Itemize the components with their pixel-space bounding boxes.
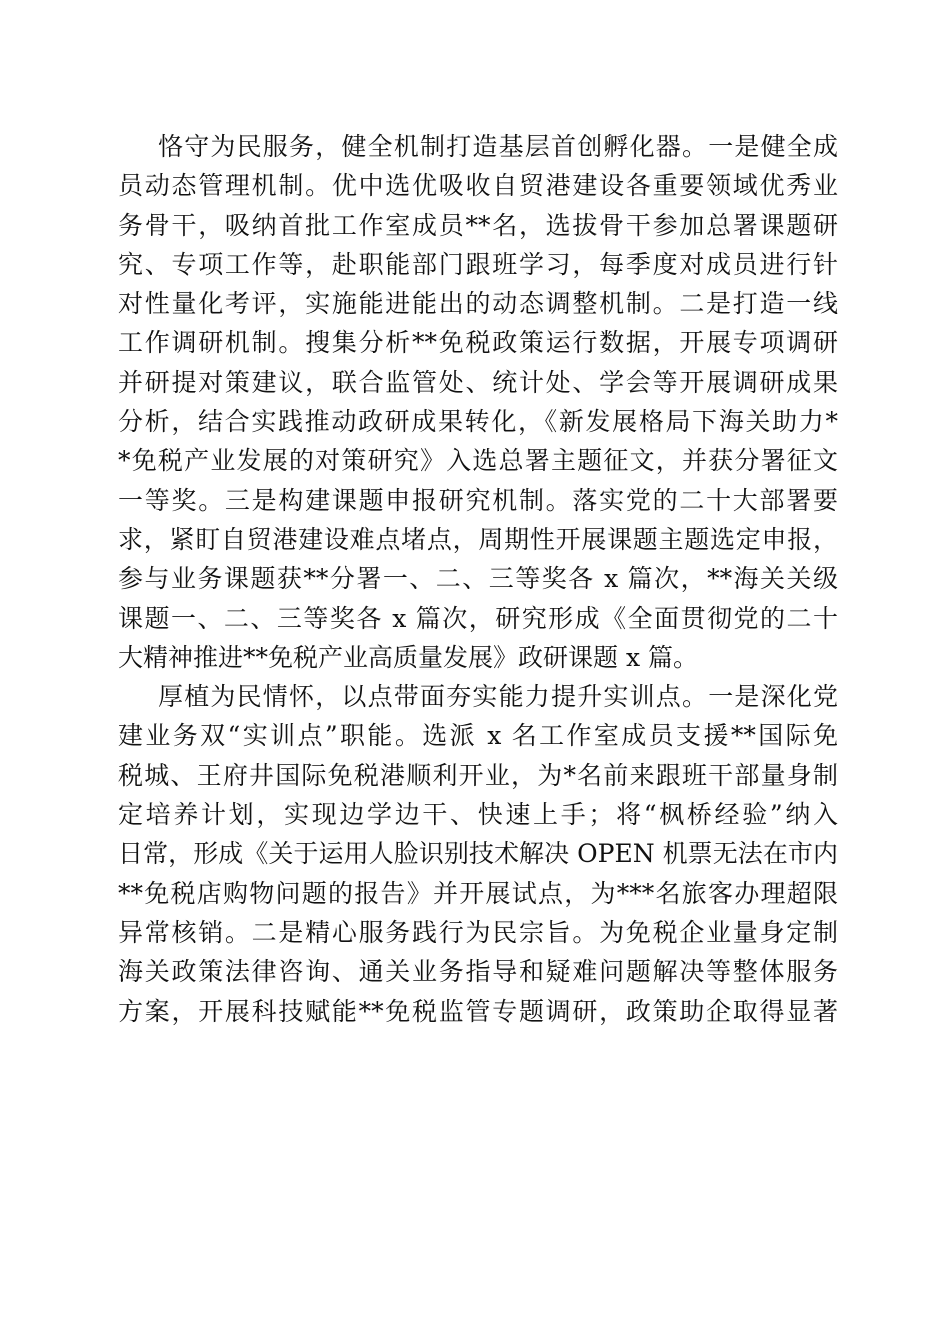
paragraph-1	[118, 127, 838, 677]
text-line: 务骨干，吸纳首批工作室成员**名，选拔骨干参加总署课题研	[118, 210, 838, 240]
text-line: 日常，形成《关于运用人脸识别技术解决 OPEN 机票无法在市内	[118, 839, 838, 869]
text-line: 海关政策法律咨询、通关业务指导和疑难问题解决等整体服务	[118, 957, 838, 987]
text-line: 恪守为民服务，健全机制打造基层首创孵化器。一是健全成	[158, 132, 838, 161]
paragraph-2	[118, 677, 838, 1031]
text-line: 一等奖。三是构建课题申报研究机制。落实党的二十大部署要	[118, 485, 838, 515]
text-line: 定培养计划，实现边学边干、快速上手；将“枫桥经验”纳入	[118, 800, 838, 830]
text-line: 分析，结合实践推动政研成果转化，《新发展格局下海关助力*	[118, 407, 838, 437]
text-line: 异常核销。二是精心服务践行为民宗旨。为免税企业量身定制	[118, 917, 838, 947]
text-line: 税城、王府井国际免税港顺利开业，为*名前来跟班干部量身制	[118, 760, 838, 790]
text-line: 建业务双“实训点”职能。选派 x 名工作室成员支援**国际免	[118, 721, 838, 751]
text-line: 方案，开展科技赋能**免税监管专题调研，政策助企取得显著	[118, 996, 838, 1026]
text-line: 对性量化考评，实施能进能出的动态调整机制。二是打造一线	[118, 289, 838, 319]
text-line: 大精神推进**免税产业高质量发展》政研课题 x 篇。	[118, 642, 698, 672]
text-line: 究、专项工作等，赴职能部门跟班学习，每季度对成员进行针	[118, 249, 838, 279]
text-line: 课题一、二、三等奖各 x 篇次，研究形成《全面贯彻党的二十	[118, 603, 838, 633]
text-line: 员动态管理机制。优中选优吸收自贸港建设各重要领域优秀业	[118, 171, 838, 201]
text-line: 并研提对策建议，联合监管处、统计处、学会等开展调研成果	[118, 367, 838, 397]
text-line: 工作调研机制。搜集分析**免税政策运行数据，开展专项调研	[118, 328, 838, 358]
text-line: 厚植为民情怀，以点带面夯实能力提升实训点。一是深化党	[158, 682, 838, 712]
document-body	[118, 127, 838, 1031]
text-line: *免税产业发展的对策研究》入选总署主题征文，并获分署征文	[118, 446, 838, 476]
text-line: 求，紧盯自贸港建设难点堵点，周期性开展课题主题选定申报，	[118, 524, 838, 554]
text-line: **免税店购物问题的报告》并开展试点，为***名旅客办理超限	[118, 878, 838, 908]
text-line: 参与业务课题获**分署一、二、三等奖各 x 篇次，**海关关级	[118, 564, 838, 594]
